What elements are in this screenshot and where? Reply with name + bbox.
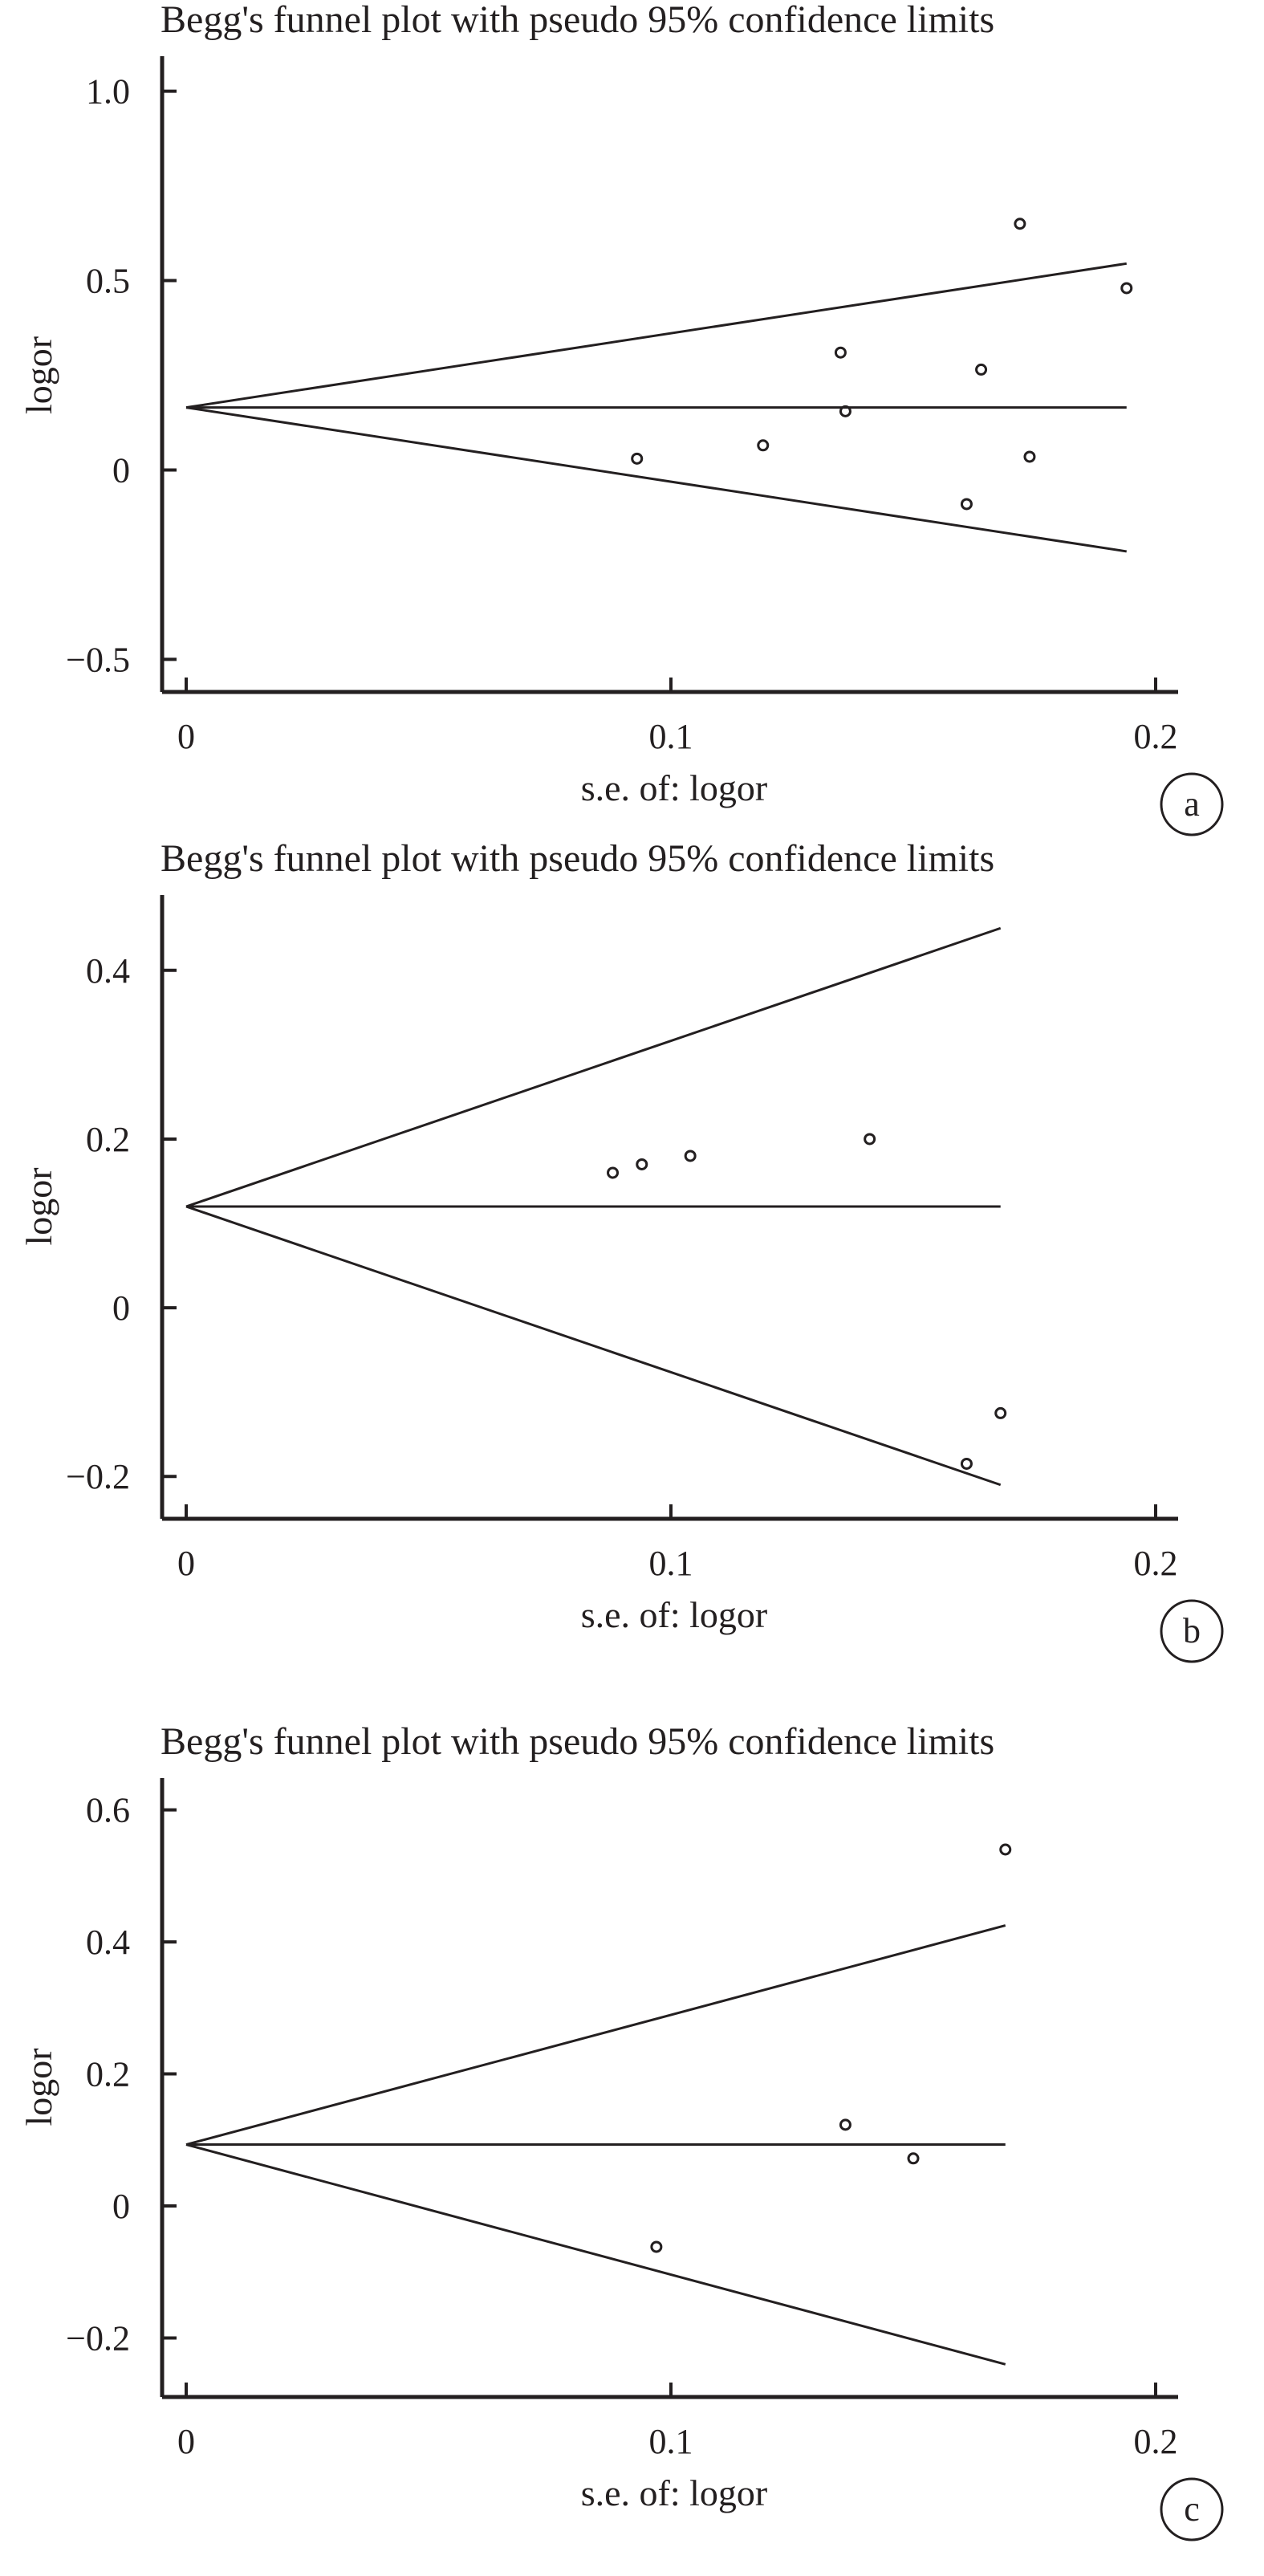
y-tick-label: 0.6 [86,1790,130,1830]
data-point [1025,452,1034,462]
data-point [961,499,971,509]
lower-confidence-limit-line [186,2145,1006,2365]
y-tick-label: 0.5 [86,261,130,301]
y-axis-label: logor [18,1167,59,1246]
x-axis-label: s.e. of: logor [580,2472,768,2513]
chart-panel-b [18,837,1222,1662]
x-tick-label: 0.1 [648,2422,693,2461]
x-tick-label: 0.1 [648,1544,693,1583]
y-axis-label: logor [18,2048,59,2126]
data-point [608,1168,618,1178]
y-axis-label: logor [18,336,59,415]
y-tick-label: 0.4 [86,950,130,991]
chart-panel-a [18,0,1222,835]
data-point [865,1134,875,1144]
x-tick-label: 0.2 [1133,1544,1178,1583]
y-tick-label: 0.2 [86,2054,130,2094]
y-tick-label: 0.4 [86,1923,130,1963]
data-point [961,1459,971,1468]
data-point [758,441,768,450]
upper-confidence-limit-line [186,263,1127,407]
y-tick-label: −0.2 [66,1457,130,1497]
y-tick-label: 0.2 [86,1119,130,1159]
y-tick-label: 1.0 [86,71,130,112]
x-tick-label: 0.1 [648,717,693,756]
data-point [908,2154,918,2163]
data-point [632,454,642,463]
y-tick-label: 0 [112,2187,130,2226]
x-tick-label: 0.2 [1133,717,1178,756]
lower-confidence-limit-line [186,408,1127,551]
y-tick-label: −0.2 [66,2318,130,2358]
data-point [685,1151,695,1161]
x-tick-label: 0 [177,717,195,756]
x-axis-label: s.e. of: logor [580,767,768,808]
upper-confidence-limit-line [186,1926,1006,2145]
data-point [652,2242,661,2252]
chart-title: Begg's funnel plot with pseudo 95% confidence limits [161,837,995,880]
panel-label: a [1184,784,1200,824]
y-tick-label: −0.5 [66,640,130,680]
data-point [637,1159,647,1169]
data-point [996,1408,1006,1418]
data-point [1015,219,1025,229]
data-point [835,348,845,357]
x-tick-label: 0 [177,1544,195,1583]
panel-label: c [1184,2489,1200,2529]
lower-confidence-limit-line [186,1207,1001,1485]
chart-panel-c [18,1720,1222,2540]
data-point [1122,283,1132,293]
data-point [840,2120,850,2130]
panel-label: b [1183,1611,1201,1650]
x-tick-label: 0.2 [1133,2422,1178,2461]
chart-title: Begg's funnel plot with pseudo 95% confidence limits [161,0,995,41]
y-tick-label: 0 [112,450,130,490]
chart-title: Begg's funnel plot with pseudo 95% confidence limits [161,1720,995,1763]
x-tick-label: 0 [177,2422,195,2461]
data-point [1001,1845,1010,1854]
y-tick-label: 0 [112,1288,130,1329]
x-axis-label: s.e. of: logor [580,1594,768,1635]
upper-confidence-limit-line [186,928,1001,1207]
data-point [977,364,986,374]
